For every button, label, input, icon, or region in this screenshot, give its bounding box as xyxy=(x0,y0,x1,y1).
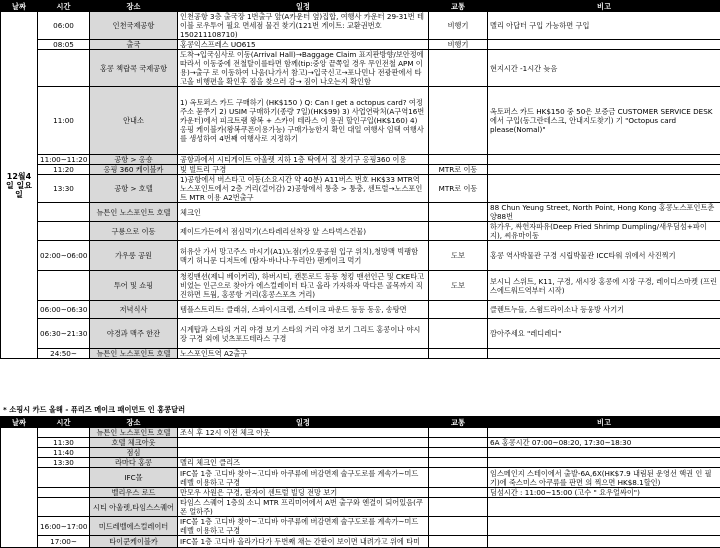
place-cell[interactable]: 인천국제공항 xyxy=(90,12,178,40)
schedule-cell[interactable]: 타임스 스퀘어 1층의 소니 MTR 프리미어에서 A번 출구와 엔결이 되어있음(쿠폰 얼하주) xyxy=(178,498,429,517)
time-cell[interactable]: 11:20 xyxy=(38,165,90,175)
time-cell[interactable]: 06:30~21:30 xyxy=(38,319,90,349)
place-cell[interactable]: 출국 xyxy=(90,40,178,50)
table-row xyxy=(1,448,720,458)
table-row xyxy=(1,175,720,203)
table-row xyxy=(1,458,720,468)
table-row xyxy=(1,488,720,498)
footnote-shopping-card[interactable]: * 소핑시 카드 올해 - 퓨리즈 메이크 패이먼트 인 홍콩달러 xyxy=(0,405,720,415)
schedule-cell[interactable]: 템플스트리트: 클래쉬, 스파이시크랩, 스테이크 파운드 등등 동옹, 송탕면 xyxy=(178,301,429,319)
time-cell[interactable]: 11:40 xyxy=(38,448,90,458)
schedule-cell[interactable]: 제이드가든에서 점심먹기(스타레리선착장 앞 스타벅스건물) xyxy=(178,222,429,241)
transport-cell[interactable]: MTR로 이동 xyxy=(429,165,488,175)
note-cell[interactable]: 멜리 아답터 구입 가능하면 구입 xyxy=(488,12,720,40)
transport-cell[interactable] xyxy=(429,349,488,359)
schedule-cell[interactable]: 홍콩익스프레스 UO615 xyxy=(178,40,429,50)
transport-cell[interactable] xyxy=(429,319,488,349)
place-cell[interactable]: 투어 및 쇼핑 xyxy=(90,271,178,301)
table-row xyxy=(1,40,720,50)
table-row xyxy=(1,319,720,349)
note-cell[interactable]: 하가우, 싸헌자파유(Deep Fried Shrimp Dumpling/새우딤섬+파이지), 씨유마이동 xyxy=(488,222,720,241)
schedule-cell[interactable]: 멜리 체크인 클리즈 xyxy=(178,458,429,468)
note-cell[interactable] xyxy=(488,448,720,458)
time-cell[interactable]: 24:50~ xyxy=(38,349,90,359)
schedule-cell[interactable]: 조식 후 12시 이전 체크 아웃 xyxy=(178,428,429,438)
note-cell[interactable]: 보시니 스위트, K11, 구경, 새시장 홍콩에 시장 구경, 레이디스마켓 (프린스에드워드역부터 시작) xyxy=(488,271,720,301)
transport-cell[interactable]: 비행기 xyxy=(429,40,488,50)
header-transport[interactable]: 교통 xyxy=(429,417,488,428)
note-cell[interactable]: 88 Chun Yeung Street, North Point, Hong Kong 홍콩노스포인트춘양88번 xyxy=(488,203,720,222)
place-cell[interactable]: 타이쿤케이블카 xyxy=(90,536,178,548)
note-cell[interactable] xyxy=(488,175,720,203)
header-schedule[interactable]: 일정 xyxy=(178,417,429,428)
schedule-cell[interactable]: 노스포인트역 A2출구 xyxy=(178,349,429,359)
note-cell[interactable] xyxy=(488,165,720,175)
schedule-cell[interactable] xyxy=(178,438,429,448)
place-cell[interactable]: 미드레벨에스컬레이터 xyxy=(90,517,178,536)
table-row xyxy=(1,50,720,87)
schedule-cell[interactable]: 도착→입국심사로 이동(Arrival Hall)→Baggage Claim 표지판방향/보안정에 따라서 이동중에 전철탈이를타면 함께(tip:중앙 끝쪽일 경우 무인전철 APM 이용)→출구 로 이동하여 나옴(나가서 참고)→입국신고→포나민나 전광판에서 타고올 비행편을 확인후 짐을 찾으러 감→ 짐이 나오는지 확인함 xyxy=(178,50,429,87)
transport-cell[interactable] xyxy=(429,428,488,438)
header-row xyxy=(1,1,720,12)
note-cell[interactable] xyxy=(488,40,720,50)
place-cell[interactable]: 호텔 체크아웃 xyxy=(90,438,178,448)
time-cell[interactable]: 06:00 xyxy=(38,12,90,40)
note-cell[interactable]: 클렌트누들, 스윔드라이소나 등웅방 사기기 xyxy=(488,301,720,319)
header-place[interactable]: 장소 xyxy=(90,417,178,428)
table-row xyxy=(1,468,720,488)
date-cell[interactable]: 12월4일 일요일 xyxy=(1,12,38,359)
transport-cell[interactable]: 도보 xyxy=(429,271,488,301)
schedule-cell[interactable]: 1) 옥토퍼스 카드 구매하기 (HK$150 ) Q: Can I get a octopus card? 여정 주소 묻쭈기 2) USIM 구매하기(종량 7일)(HK$99) 3) 사업연락처(A구역16번 카운터)에서 피크트램 왕복 + 스카이 테라스 이 용권 할인구입(HK$160) 4) 옹핑 케이블카(왕복쿠폰이용가능) 구매가능한지 확인 대일 여행사 임택 여행사를 생성하여 4번째 여행사로 지정하기 xyxy=(178,87,429,155)
header-place[interactable]: 장소 xyxy=(90,1,178,12)
note-cell[interactable]: 임스메인지 스테이에서 출발-6A,6X(HK$7.9 내림된 운영선 핵권 인 필기)에 죽스미스 아쿠류를 판면 의 찍으면 HK$8.1할인) xyxy=(488,468,720,488)
schedule-cell[interactable]: IFC몰 1층 고디바 찾아~고디바 아쿠류에 버감면제 술구도로를 계속가~미드 레벨 이용하고 구경 xyxy=(178,468,429,488)
transport-cell[interactable]: 도보 xyxy=(429,241,488,271)
transport-cell[interactable] xyxy=(429,87,488,155)
place-cell[interactable]: 뉴튼인 노스포인트 호텔 xyxy=(90,428,178,438)
schedule-cell[interactable]: IFC몰 1층 고디바 올라가다가 두번째 채는 간판이 보이면 내려가고 위에 타미 xyxy=(178,536,429,548)
time-cell[interactable]: 08:05 xyxy=(38,40,90,50)
table-row xyxy=(1,428,720,438)
table-row xyxy=(1,155,720,165)
table-row xyxy=(1,349,720,359)
place-cell[interactable]: 안내소 xyxy=(90,87,178,155)
schedule-cell[interactable]: 빛 빌트리 구경 xyxy=(178,165,429,175)
place-cell[interactable]: IFC몰 xyxy=(90,468,178,488)
note-cell[interactable] xyxy=(488,498,720,517)
place-cell[interactable]: 공항 > 호텔 xyxy=(90,175,178,203)
note-cell[interactable]: 깜아주세요 "레디레디" xyxy=(488,319,720,349)
transport-cell[interactable] xyxy=(429,222,488,241)
transport-cell[interactable] xyxy=(429,488,488,498)
header-row-day2 xyxy=(1,417,720,428)
table-row xyxy=(1,271,720,301)
table-row xyxy=(1,301,720,319)
time-cell[interactable] xyxy=(38,222,90,241)
time-cell[interactable]: 02:00~06:00 xyxy=(38,241,90,271)
table-row xyxy=(1,241,720,271)
time-cell[interactable]: 11:00~11:20 xyxy=(38,155,90,165)
header-schedule[interactable]: 일정 xyxy=(178,1,429,12)
transport-cell[interactable] xyxy=(429,448,488,458)
place-cell[interactable]: 점심 xyxy=(90,448,178,458)
transport-cell[interactable]: 비행기 xyxy=(429,12,488,40)
table-row xyxy=(1,87,720,155)
time-cell[interactable]: 13:30 xyxy=(38,458,90,468)
note-cell[interactable]: 옥토퍼스 카드 HK$150 중 50은 보증금 CUSTOMER SERVICE DESK에서 구입(동그란데스크, 안내지도찾기) 기 "Octopus card please(Nomal)" xyxy=(488,87,720,155)
itinerary-table-day2 xyxy=(0,416,720,548)
place-cell[interactable]: 구룡으로 이동 xyxy=(90,222,178,241)
place-cell[interactable]: 벨리우스 로드 xyxy=(90,488,178,498)
time-cell[interactable] xyxy=(38,488,90,498)
date-cell[interactable] xyxy=(1,428,38,548)
table-row xyxy=(1,517,720,536)
place-cell[interactable]: 저녁식사 xyxy=(90,301,178,319)
place-cell[interactable]: 뉴튼인 노스포인트 호텔 xyxy=(90,349,178,359)
place-cell[interactable]: 가우룽 공원 xyxy=(90,241,178,271)
transport-cell[interactable] xyxy=(429,517,488,536)
transport-cell[interactable] xyxy=(429,468,488,488)
time-cell[interactable] xyxy=(38,468,90,488)
table-row xyxy=(1,536,720,548)
header-transport[interactable]: 교통 xyxy=(429,1,488,12)
transport-cell[interactable] xyxy=(429,458,488,468)
note-cell[interactable] xyxy=(488,536,720,548)
note-cell[interactable] xyxy=(488,428,720,438)
schedule-cell[interactable]: IFC몰 1층 고디바 찾아~고디바 아쿠류에 버감면제 술구도로를 계속가~미드 레벨 이용하고 구경 xyxy=(178,517,429,536)
table-row xyxy=(1,438,720,448)
note-cell[interactable] xyxy=(488,155,720,165)
time-cell[interactable] xyxy=(38,498,90,517)
time-cell[interactable]: 11:00 xyxy=(38,87,90,155)
time-cell[interactable]: 13:30 xyxy=(38,175,90,203)
schedule-cell[interactable]: 공항과에서 시티게이트 아울렛 지하 1층 탁에서 집 찾기구 옹핑360 이용 xyxy=(178,155,429,165)
header-date[interactable]: 날짜 xyxy=(1,1,38,12)
schedule-cell[interactable]: 청킹맨션(제니 베이커리), 하버시티, 캔톤로드 등등 청킹 맨션인근 및 CKE타고 비었는 인근으로 찾아가 에스컬레이터 타고 올라 가자하자 막다른 골목까지 직진하면 트웜, 홍콩항 거리(홍콩스포츠 거리) xyxy=(178,271,429,301)
table-row xyxy=(1,222,720,241)
time-cell[interactable]: 17:00~ xyxy=(38,536,90,548)
transport-cell[interactable] xyxy=(429,536,488,548)
note-cell[interactable]: 딤섬시간 : 11:00~15:00 (고수 " 요우얼싸이") xyxy=(488,488,720,498)
header-note[interactable]: 비고 xyxy=(488,1,720,12)
schedule-cell[interactable]: 시계탑과 스타의 거리 야경 보기 스타의 거리 야경 보기 그리드 홍콩이나 야시장 구경 외에 넛츠포드테라스 구경 xyxy=(178,319,429,349)
time-cell[interactable]: 11:30 xyxy=(38,438,90,448)
note-cell[interactable]: 6A 홍콩시간 07:00~08:20, 17:30~18:30 xyxy=(488,438,720,448)
schedule-cell[interactable]: 허유산 가서 망고주스 마시기(A1)노점(카오룽공원 입구 위치),청망맥 빅팽함 맥기 허니문 디저트에 (탐자·바나나·두리안) 팬케이크 먹기 xyxy=(178,241,429,271)
header-time[interactable]: 시간 xyxy=(38,1,90,12)
time-cell[interactable]: 16:00~17:00 xyxy=(38,517,90,536)
table-row xyxy=(1,165,720,175)
place-cell[interactable]: 야경과 맥주 한잔 xyxy=(90,319,178,349)
transport-cell[interactable] xyxy=(429,301,488,319)
transport-cell[interactable]: MTR로 이동 xyxy=(429,175,488,203)
note-cell[interactable] xyxy=(488,349,720,359)
place-cell[interactable]: 옹핑 360 케이블카 xyxy=(90,165,178,175)
schedule-cell[interactable] xyxy=(178,448,429,458)
place-cell[interactable]: 공항 > 옹숑 xyxy=(90,155,178,165)
schedule-cell[interactable]: 인천공항 3층 출국장 1번출구 앞(A카운터 옆)집합, 여행사 카운터 29-31번 테이블 로우투어 필요 면세점 물건 찾기(121번 게이트: 교환권번호 150211108710) xyxy=(178,12,429,40)
transport-cell[interactable] xyxy=(429,438,488,448)
transport-cell[interactable] xyxy=(429,155,488,165)
place-cell[interactable]: 홍콩 첵랍콕 국제공항 xyxy=(90,50,178,87)
table-row xyxy=(1,12,720,40)
transport-cell[interactable] xyxy=(429,203,488,222)
header-date[interactable]: 날짜 xyxy=(1,417,38,428)
schedule-cell[interactable]: 만모우 사원은 구경, 판자이 센트럴 빌딩 전망 보기 xyxy=(178,488,429,498)
schedule-cell[interactable]: 체크인 xyxy=(178,203,429,222)
table-row xyxy=(1,498,720,517)
time-cell[interactable]: 06:00~06:30 xyxy=(38,301,90,319)
schedule-cell[interactable]: 1)공항에서 버스타고 이동(소요시간 약 40분) A11버스 번호 HK$33 MTR역 노스포인트에서 2층 거리(걸어감) 2)공항에서 퉁충 > 퉁충, 센트럴→노스포인트 MTR 이용 A2번출구 xyxy=(178,175,429,203)
note-cell[interactable]: 현지시간 -1시간 늦음 xyxy=(488,50,720,87)
place-cell[interactable]: 라마다 홍콩 xyxy=(90,458,178,468)
note-cell[interactable] xyxy=(488,517,720,536)
note-cell[interactable] xyxy=(488,458,720,468)
header-time[interactable]: 시간 xyxy=(38,417,90,428)
place-cell[interactable]: 시티 아울렛,타임스스퀘어 xyxy=(90,498,178,517)
time-cell[interactable] xyxy=(38,50,90,87)
place-cell[interactable]: 뉴튼인 노스포인트 호텔 xyxy=(90,203,178,222)
time-cell[interactable] xyxy=(38,428,90,438)
time-cell[interactable] xyxy=(38,271,90,301)
header-note[interactable]: 비고 xyxy=(488,417,720,428)
table-row xyxy=(1,203,720,222)
transport-cell[interactable] xyxy=(429,498,488,517)
time-cell[interactable] xyxy=(38,203,90,222)
note-cell[interactable]: 홍콩 역사박물관 구경 시립박물관 ICC타워 위에서 사진찍기 xyxy=(488,241,720,271)
transport-cell[interactable] xyxy=(429,50,488,87)
